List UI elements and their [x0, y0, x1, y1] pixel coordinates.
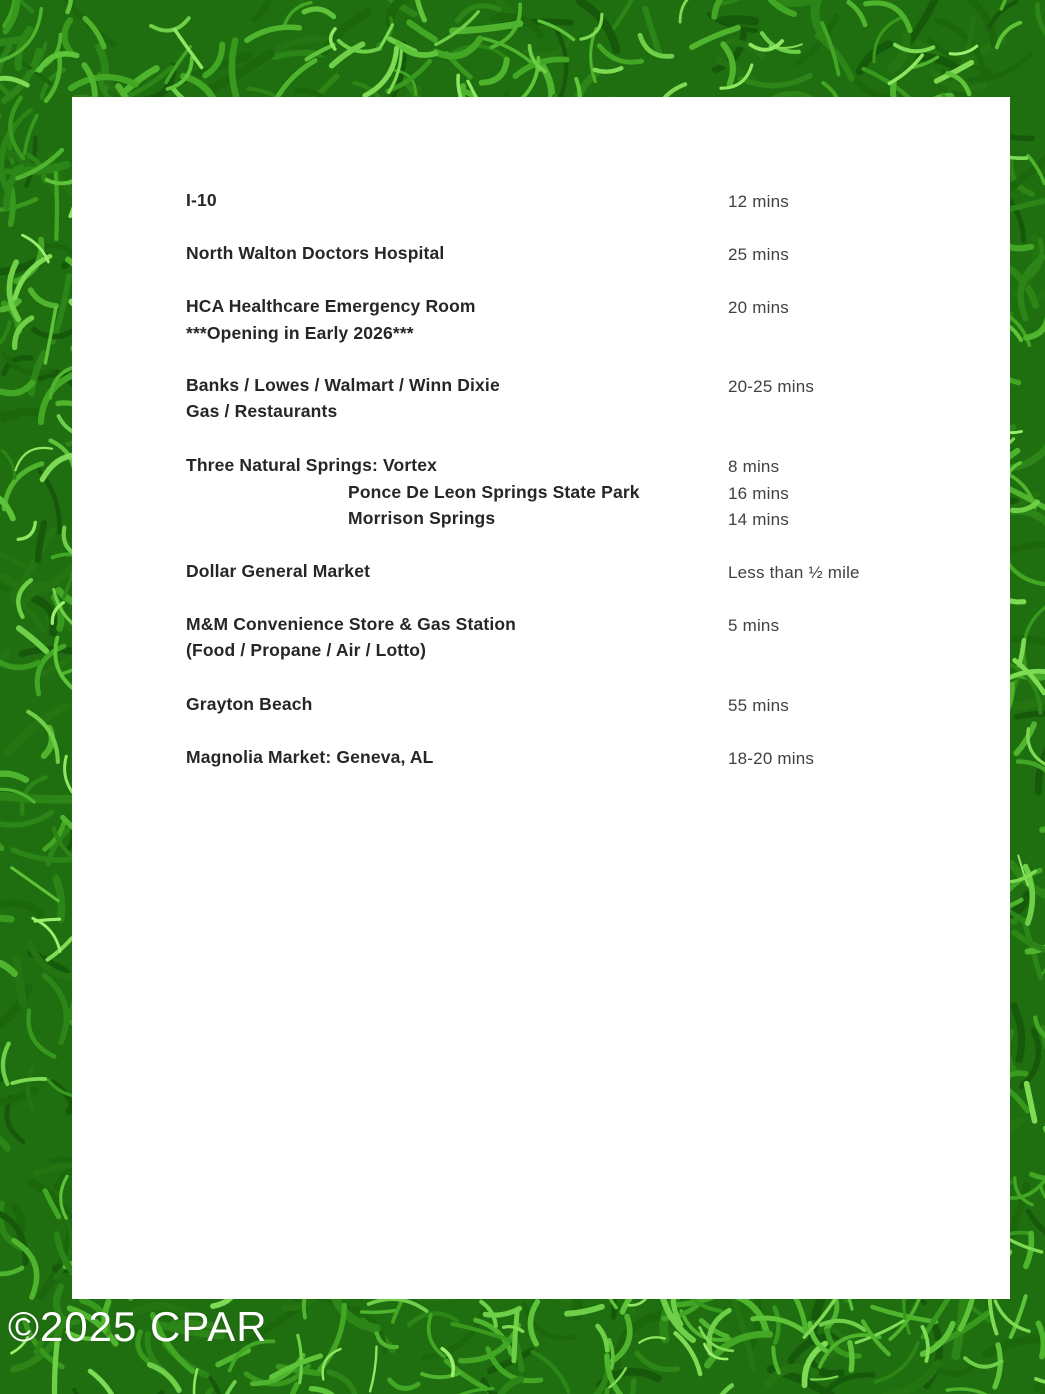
drive-time: 5 mins [728, 616, 780, 635]
poi-sub-label: Morrison Springs [348, 508, 496, 528]
poi-label: Dollar General Market [186, 561, 371, 581]
poi-label: M&M Convenience Store & Gas Station [186, 614, 517, 634]
poi-note: (Food / Propane / Air / Lotto) [186, 640, 427, 660]
drive-time: 8 mins [728, 457, 780, 476]
drive-time: 25 mins [728, 245, 789, 264]
drive-time: 20-25 mins [728, 377, 815, 396]
poi-note: ***Opening in Early 2026*** [186, 323, 414, 343]
poi-label: I-10 [186, 190, 217, 210]
drive-time: 12 mins [728, 192, 789, 211]
poi-label: Banks / Lowes / Walmart / Winn Dixie [186, 375, 500, 395]
drive-time: 18-20 mins [728, 749, 815, 768]
poi-sub-label: Ponce De Leon Springs State Park [348, 482, 640, 502]
poi-label: Grayton Beach [186, 694, 313, 714]
drive-time: 16 mins [728, 484, 789, 503]
poi-note: Gas / Restaurants [186, 401, 338, 421]
drive-time: 20 mins [728, 298, 789, 317]
poi-label: HCA Healthcare Emergency Room [186, 296, 476, 316]
poi-label: Three Natural Springs: Vortex [186, 455, 438, 475]
drive-time: Less than ½ mile [728, 563, 860, 582]
document-page [72, 97, 1010, 1299]
poi-label: Magnolia Market: Geneva, AL [186, 747, 434, 767]
poi-label: North Walton Doctors Hospital [186, 243, 445, 263]
drive-time: 14 mins [728, 510, 789, 529]
watermark: ©2025 CPAR [8, 1303, 268, 1350]
drive-time: 55 mins [728, 696, 789, 715]
